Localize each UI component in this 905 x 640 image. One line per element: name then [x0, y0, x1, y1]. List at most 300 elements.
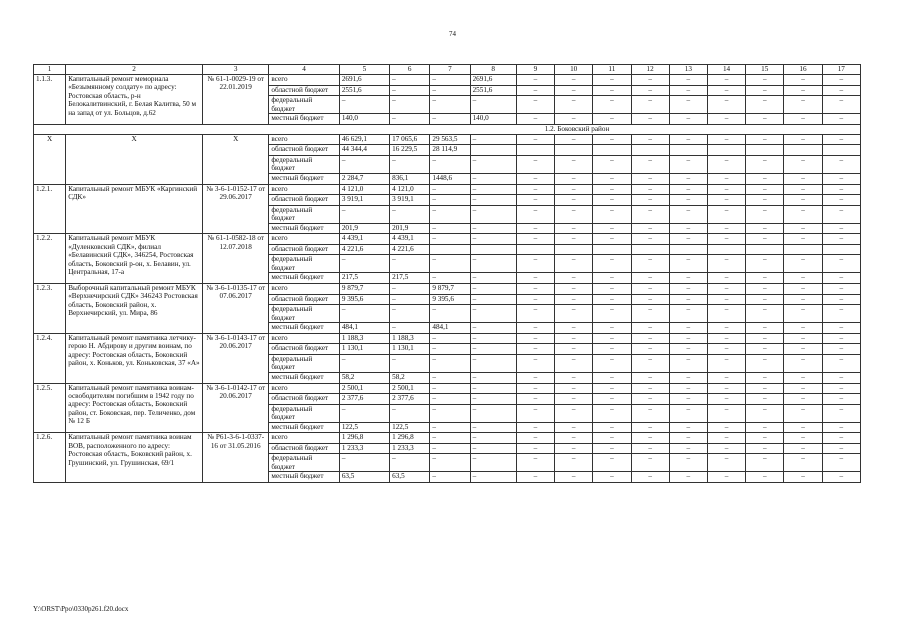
amount-cell — [631, 244, 669, 255]
amount-cell — [593, 244, 631, 255]
column-number: 8 — [470, 65, 516, 75]
funding-source: всего — [269, 433, 339, 444]
column-number: 4 — [269, 65, 339, 75]
table-row — [34, 383, 861, 394]
amount-cell: – — [669, 114, 707, 125]
amount-cell: – — [339, 155, 389, 173]
amount-cell — [470, 145, 516, 156]
amount-cell: – — [631, 333, 669, 344]
funding-source: федеральный бюджет — [269, 205, 339, 223]
column-number: 9 — [516, 65, 554, 75]
amount-cell: – — [631, 114, 669, 125]
amount-cell: – — [516, 223, 554, 234]
amount-cell: – — [430, 394, 470, 405]
amount-cell: – — [746, 134, 784, 145]
amount-cell: 2 377,6 — [390, 394, 430, 405]
amount-cell: – — [430, 205, 470, 223]
amount-cell: – — [593, 305, 631, 323]
item-name: Капитальный ремонт МБУК «Каргинский СДК» — [66, 184, 203, 234]
amount-cell — [555, 244, 593, 255]
amount-cell: – — [631, 344, 669, 355]
amount-cell: – — [516, 443, 554, 454]
funding-source: федеральный бюджет — [269, 454, 339, 472]
amount-cell: – — [669, 443, 707, 454]
amount-cell: – — [746, 383, 784, 394]
amount-cell: – — [707, 96, 745, 114]
amount-cell: – — [470, 323, 516, 334]
amount-cell: – — [516, 75, 554, 86]
column-number: 13 — [669, 65, 707, 75]
amount-cell: – — [593, 205, 631, 223]
amount-cell: – — [555, 422, 593, 433]
amount-cell — [430, 244, 470, 255]
amount-cell: – — [631, 184, 669, 195]
amount-cell: – — [593, 383, 631, 394]
amount-cell: – — [555, 195, 593, 206]
amount-cell: – — [631, 155, 669, 173]
funding-source: всего — [269, 134, 339, 145]
amount-cell: 1448,6 — [430, 173, 470, 184]
amount-cell: – — [516, 383, 554, 394]
amount-cell: – — [555, 114, 593, 125]
amount-cell: – — [516, 155, 554, 173]
amount-cell — [784, 244, 822, 255]
amount-cell: – — [669, 294, 707, 305]
item-number: Х — [34, 134, 66, 184]
amount-cell: – — [516, 134, 554, 145]
column-number: 6 — [390, 65, 430, 75]
amount-cell: – — [390, 284, 430, 295]
table-row — [34, 433, 861, 444]
amount-cell: – — [669, 184, 707, 195]
amount-cell: – — [516, 294, 554, 305]
amount-cell: – — [516, 273, 554, 284]
document-number: № Р61-3-6-1-0337-16 от 31.05.2016 — [203, 433, 269, 483]
amount-cell: – — [430, 114, 470, 125]
amount-cell: – — [470, 443, 516, 454]
amount-cell: – — [669, 173, 707, 184]
amount-cell: – — [707, 443, 745, 454]
column-number: 1 — [34, 65, 66, 75]
amount-cell: – — [390, 305, 430, 323]
amount-cell: – — [516, 404, 554, 422]
amount-cell: – — [822, 255, 860, 273]
amount-cell: – — [470, 184, 516, 195]
amount-cell: – — [707, 305, 745, 323]
amount-cell — [746, 244, 784, 255]
amount-cell: – — [516, 472, 554, 483]
amount-cell: 122,5 — [339, 422, 389, 433]
amount-cell: – — [784, 195, 822, 206]
amount-cell: – — [631, 75, 669, 86]
amount-cell: – — [555, 255, 593, 273]
amount-cell: – — [631, 273, 669, 284]
amount-cell: – — [784, 422, 822, 433]
amount-cell: – — [822, 354, 860, 372]
amount-cell: – — [516, 422, 554, 433]
amount-cell: – — [784, 234, 822, 245]
amount-cell: – — [555, 134, 593, 145]
amount-cell: – — [593, 114, 631, 125]
amount-cell: – — [669, 433, 707, 444]
amount-cell: 16 229,5 — [390, 145, 430, 156]
amount-cell: – — [669, 155, 707, 173]
amount-cell: – — [746, 354, 784, 372]
amount-cell: – — [516, 333, 554, 344]
amount-cell: – — [470, 333, 516, 344]
amount-cell: – — [593, 223, 631, 234]
document-number: № 3-6-1-0142-17 от 20.06.2017 — [203, 383, 269, 433]
amount-cell: – — [593, 404, 631, 422]
amount-cell: – — [631, 173, 669, 184]
amount-cell: – — [593, 394, 631, 405]
funding-source: всего — [269, 284, 339, 295]
amount-cell: – — [470, 472, 516, 483]
amount-cell: – — [516, 114, 554, 125]
amount-cell: – — [470, 404, 516, 422]
amount-cell: – — [593, 443, 631, 454]
item-number: 1.2.2. — [34, 234, 66, 284]
amount-cell: – — [707, 422, 745, 433]
amount-cell: – — [822, 372, 860, 383]
amount-cell: – — [593, 173, 631, 184]
amount-cell: 2691,6 — [470, 75, 516, 86]
amount-cell: – — [631, 195, 669, 206]
amount-cell: – — [593, 234, 631, 245]
amount-cell: – — [390, 96, 430, 114]
amount-cell: – — [746, 472, 784, 483]
amount-cell: – — [631, 134, 669, 145]
amount-cell: 58,2 — [390, 372, 430, 383]
amount-cell: – — [822, 173, 860, 184]
amount-cell: – — [822, 433, 860, 444]
amount-cell: 484,1 — [430, 323, 470, 334]
amount-cell: – — [516, 344, 554, 355]
amount-cell: – — [707, 195, 745, 206]
amount-cell: – — [822, 195, 860, 206]
amount-cell: – — [784, 96, 822, 114]
table-row — [34, 284, 861, 295]
amount-cell: – — [470, 454, 516, 472]
amount-cell: – — [339, 205, 389, 223]
amount-cell: – — [555, 173, 593, 184]
amount-cell: – — [746, 394, 784, 405]
amount-cell: – — [631, 85, 669, 96]
amount-cell: – — [669, 472, 707, 483]
amount-cell: – — [593, 284, 631, 295]
amount-cell: – — [631, 205, 669, 223]
amount-cell: – — [430, 234, 470, 245]
amount-cell: – — [470, 305, 516, 323]
amount-cell: – — [669, 255, 707, 273]
funding-source: областной бюджет — [269, 195, 339, 206]
amount-cell: – — [470, 433, 516, 444]
amount-cell: – — [746, 205, 784, 223]
amount-cell: – — [593, 433, 631, 444]
column-number: 12 — [631, 65, 669, 75]
amount-cell: – — [593, 155, 631, 173]
funding-source: местный бюджет — [269, 273, 339, 284]
amount-cell: – — [746, 454, 784, 472]
column-number: 11 — [593, 65, 631, 75]
amount-cell: – — [746, 85, 784, 96]
amount-cell: – — [516, 454, 554, 472]
funding-source: всего — [269, 234, 339, 245]
item-name: Капитальный ремонт памятника воинам ВОВ, расположенного по адресу: Ростовская область, Боковский район, х. Грушинский, ул. Грушинская, 69/1 — [66, 433, 203, 483]
amount-cell: – — [430, 75, 470, 86]
funding-source: областной бюджет — [269, 294, 339, 305]
amount-cell: – — [669, 273, 707, 284]
amount-cell: – — [746, 333, 784, 344]
section-title: 1.2. Боковский район — [34, 124, 861, 134]
funding-source: местный бюджет — [269, 323, 339, 334]
funding-source: местный бюджет — [269, 173, 339, 184]
amount-cell: 201,9 — [390, 223, 430, 234]
amount-cell: – — [390, 85, 430, 96]
amount-cell: 28 114,9 — [430, 145, 470, 156]
amount-cell: – — [470, 394, 516, 405]
amount-cell: – — [593, 184, 631, 195]
amount-cell: – — [784, 472, 822, 483]
column-number: 14 — [707, 65, 745, 75]
amount-cell: – — [390, 294, 430, 305]
amount-cell — [707, 244, 745, 255]
amount-cell: – — [430, 96, 470, 114]
amount-cell: – — [669, 394, 707, 405]
amount-cell: – — [669, 323, 707, 334]
amount-cell: – — [631, 443, 669, 454]
amount-cell: – — [746, 422, 784, 433]
amount-cell: – — [470, 383, 516, 394]
item-number: 1.2.4. — [34, 333, 66, 383]
amount-cell: – — [822, 205, 860, 223]
amount-cell: – — [470, 422, 516, 433]
amount-cell: – — [631, 323, 669, 334]
amount-cell: – — [555, 155, 593, 173]
funding-source: местный бюджет — [269, 372, 339, 383]
amount-cell: – — [822, 443, 860, 454]
amount-cell — [631, 145, 669, 156]
funding-source: областной бюджет — [269, 244, 339, 255]
item-name: Выборочный капитальный ремонт МБУК «Верхнечирский СДК» 346243 Ростовская область, Боковский район, х. Верхнечирский, ул. Мира, 86 — [66, 284, 203, 334]
amount-cell: – — [746, 372, 784, 383]
table-row — [34, 234, 861, 245]
funding-source: федеральный бюджет — [269, 96, 339, 114]
amount-cell: – — [822, 273, 860, 284]
amount-cell: – — [746, 75, 784, 86]
amount-cell: – — [555, 454, 593, 472]
amount-cell: – — [746, 294, 784, 305]
amount-cell: – — [784, 75, 822, 86]
amount-cell: – — [707, 205, 745, 223]
amount-cell — [470, 244, 516, 255]
amount-cell: – — [555, 85, 593, 96]
amount-cell: – — [339, 305, 389, 323]
amount-cell: – — [707, 75, 745, 86]
amount-cell: – — [339, 255, 389, 273]
amount-cell: – — [470, 173, 516, 184]
amount-cell: – — [470, 234, 516, 245]
amount-cell: – — [390, 75, 430, 86]
amount-cell: – — [339, 354, 389, 372]
funding-source: областной бюджет — [269, 85, 339, 96]
amount-cell: – — [707, 255, 745, 273]
amount-cell — [593, 145, 631, 156]
amount-cell: – — [555, 75, 593, 86]
amount-cell: – — [822, 184, 860, 195]
amount-cell: – — [470, 354, 516, 372]
amount-cell: – — [822, 394, 860, 405]
amount-cell: – — [822, 75, 860, 86]
amount-cell: – — [669, 354, 707, 372]
amount-cell: – — [707, 284, 745, 295]
amount-cell: – — [746, 284, 784, 295]
amount-cell: – — [669, 96, 707, 114]
amount-cell: – — [631, 354, 669, 372]
amount-cell: – — [470, 96, 516, 114]
funding-source: федеральный бюджет — [269, 305, 339, 323]
amount-cell: – — [784, 433, 822, 444]
amount-cell: – — [593, 323, 631, 334]
amount-cell: – — [593, 372, 631, 383]
amount-cell: 2551,6 — [470, 85, 516, 96]
amount-cell: – — [430, 472, 470, 483]
amount-cell: – — [746, 305, 784, 323]
column-number: 15 — [746, 65, 784, 75]
amount-cell: – — [784, 443, 822, 454]
amount-cell: – — [707, 294, 745, 305]
amount-cell — [669, 145, 707, 156]
amount-cell: – — [746, 344, 784, 355]
amount-cell: – — [746, 223, 784, 234]
amount-cell: – — [784, 155, 822, 173]
amount-cell: 46 629,1 — [339, 134, 389, 145]
amount-cell: – — [555, 404, 593, 422]
amount-cell — [822, 244, 860, 255]
column-number: 3 — [203, 65, 269, 75]
amount-cell: 217,5 — [339, 273, 389, 284]
document-number: № 3-6-1-0143-17 от 20.06.2017 — [203, 333, 269, 383]
amount-cell: – — [631, 383, 669, 394]
amount-cell: – — [631, 433, 669, 444]
amount-cell: – — [669, 195, 707, 206]
amount-cell: – — [430, 273, 470, 284]
funding-source: областной бюджет — [269, 443, 339, 454]
amount-cell: – — [707, 454, 745, 472]
amount-cell: 1 233,3 — [390, 443, 430, 454]
column-number: 7 — [430, 65, 470, 75]
column-number-row — [34, 65, 861, 75]
amount-cell: 1 130,1 — [339, 344, 389, 355]
amount-cell: – — [593, 255, 631, 273]
amount-cell: – — [631, 472, 669, 483]
amount-cell: – — [390, 323, 430, 334]
amount-cell: – — [430, 443, 470, 454]
amount-cell: – — [707, 155, 745, 173]
amount-cell: 58,2 — [339, 372, 389, 383]
amount-cell: – — [707, 333, 745, 344]
amount-cell: – — [822, 85, 860, 96]
amount-cell: – — [631, 394, 669, 405]
amount-cell: – — [784, 255, 822, 273]
amount-cell: – — [669, 85, 707, 96]
amount-cell: – — [746, 96, 784, 114]
amount-cell: – — [707, 85, 745, 96]
amount-cell: – — [822, 344, 860, 355]
page-number: 74 — [449, 30, 456, 38]
funding-source: всего — [269, 333, 339, 344]
amount-cell: – — [390, 155, 430, 173]
amount-cell: – — [555, 433, 593, 444]
file-path-footer: Y:\ORST\Ppo\0330p261.f20.docx — [33, 605, 129, 613]
amount-cell: – — [784, 354, 822, 372]
amount-cell: – — [707, 234, 745, 245]
amount-cell: – — [516, 173, 554, 184]
amount-cell: – — [631, 234, 669, 245]
amount-cell: – — [430, 383, 470, 394]
amount-cell: 4 121,0 — [390, 184, 430, 195]
amount-cell: – — [707, 223, 745, 234]
amount-cell: – — [707, 394, 745, 405]
amount-cell: – — [470, 372, 516, 383]
amount-cell: 63,5 — [390, 472, 430, 483]
amount-cell: – — [430, 404, 470, 422]
amount-cell: – — [339, 404, 389, 422]
amount-cell: – — [784, 344, 822, 355]
amount-cell: – — [430, 255, 470, 273]
amount-cell: – — [784, 394, 822, 405]
amount-cell: – — [822, 422, 860, 433]
amount-cell: – — [470, 284, 516, 295]
amount-cell: – — [555, 223, 593, 234]
table-row — [34, 184, 861, 195]
amount-cell: – — [470, 195, 516, 206]
amount-cell — [707, 145, 745, 156]
item-number: 1.1.3. — [34, 75, 66, 125]
amount-cell: – — [707, 173, 745, 184]
amount-cell: 1 188,3 — [339, 333, 389, 344]
amount-cell: – — [631, 223, 669, 234]
amount-cell: – — [669, 134, 707, 145]
funding-source: областной бюджет — [269, 394, 339, 405]
amount-cell: – — [669, 333, 707, 344]
amount-cell: – — [516, 184, 554, 195]
column-number: 10 — [555, 65, 593, 75]
amount-cell: – — [470, 294, 516, 305]
amount-cell: – — [390, 255, 430, 273]
amount-cell: – — [822, 383, 860, 394]
amount-cell: – — [631, 372, 669, 383]
amount-cell: – — [593, 472, 631, 483]
amount-cell: – — [516, 234, 554, 245]
item-number: 1.2.6. — [34, 433, 66, 483]
amount-cell: – — [631, 96, 669, 114]
amount-cell: – — [593, 96, 631, 114]
funding-source: федеральный бюджет — [269, 155, 339, 173]
document-number: Х — [203, 134, 269, 184]
amount-cell: 2 500,1 — [339, 383, 389, 394]
amount-cell: – — [746, 234, 784, 245]
amount-cell: 2551,6 — [339, 85, 389, 96]
amount-cell: – — [593, 134, 631, 145]
amount-cell: – — [822, 134, 860, 145]
amount-cell: – — [707, 184, 745, 195]
amount-cell: – — [390, 354, 430, 372]
amount-cell: – — [746, 255, 784, 273]
column-number: 17 — [822, 65, 860, 75]
amount-cell: – — [707, 404, 745, 422]
amount-cell: – — [430, 85, 470, 96]
